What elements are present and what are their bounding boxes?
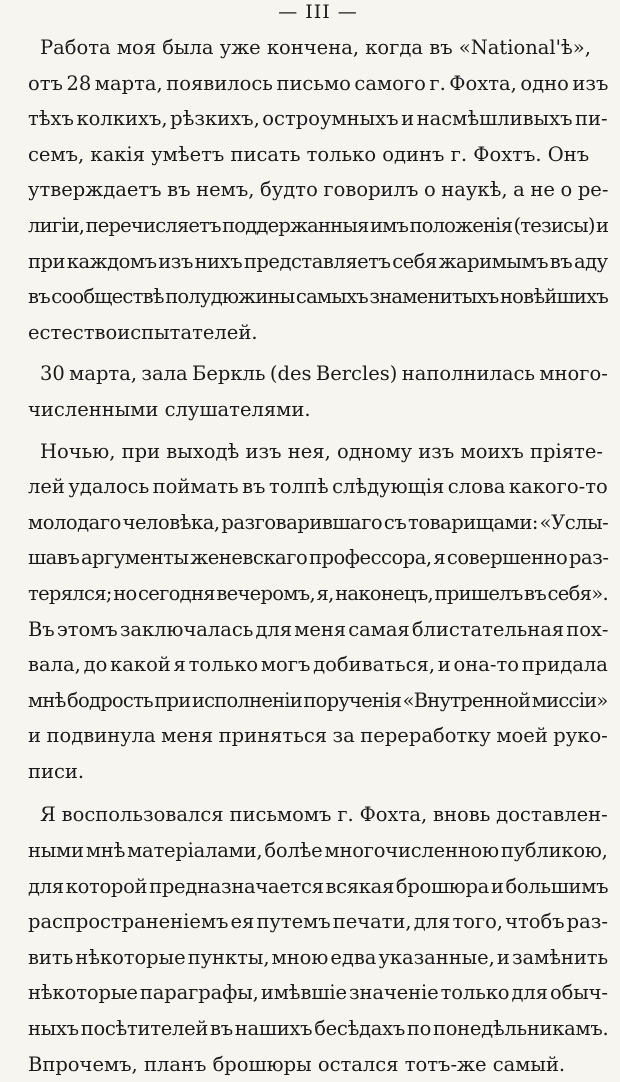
text-line: въ сообществѣ полудюжины самыхъ знаменитыхъ новѣйшихъ: [28, 285, 608, 309]
text-line: лей удалось поймать въ толпѣ слѣдующія слова какого-то: [28, 475, 608, 499]
text-line: терялся; но сегодня вечеромъ, я, наконецъ, пришелъ въ себя».: [28, 581, 608, 605]
text-line: семъ, какія умѣетъ писать только одинъ г. Фохтъ. Онъ: [28, 142, 590, 166]
text-line: при каждомъ изъ нихъ представляетъ себя жаримымъ въ аду: [28, 249, 608, 273]
text-line: вала, до какой я только могъ добиваться, и она-то придала: [28, 653, 608, 677]
text-line: Я воспользовался письмомъ г. Фохта, вновь доставлен-: [40, 803, 608, 827]
text-line: ныхъ посѣтителей въ нашихъ бесѣдахъ по понедѣльникамъ.: [28, 1017, 609, 1041]
text-line: Впрочемъ, планъ брошюры остался тотъ-же самый.: [28, 1052, 566, 1076]
text-line: нѣкоторые параграфы, имѣвшіе значеніе только для обыч-: [28, 981, 608, 1005]
paragraph-1: [28, 30, 608, 350]
text-line: шавъ аргументы женевскаго профессора, я совершенно раз-: [28, 546, 609, 570]
text-line: Ночью, при выходѣ изъ нея, одному изъ моихъ пріяте-: [40, 439, 603, 463]
text-line: Въ этомъ заключалась для меня самая блистательная пох-: [28, 617, 609, 641]
text-line: писи.: [28, 759, 85, 783]
text-line: естествоиспытателей.: [28, 320, 258, 344]
text-line: тѣхъ колкихъ, рѣзкихъ, остроумныхъ и насмѣшливыхъ пи-: [28, 107, 608, 131]
text-line: вить нѣкоторые пункты, мною едва указанные, и замѣнить: [28, 945, 609, 969]
text-line: численными слушателями.: [28, 397, 311, 421]
text-line: отъ 28 марта, появилось письмо самого г. Фохта, одно изъ: [28, 71, 609, 95]
text-line: ными мнѣ матеріалами, болѣе многочисленною публикою,: [28, 839, 608, 863]
paragraph-4: [28, 797, 608, 1082]
text-line: и подвинула меня приняться за переработку моей руко-: [28, 724, 608, 748]
paragraph-2: [28, 356, 608, 427]
text-line: утверждаетъ въ немъ, будто говорилъ о наукѣ, а не о ре-: [28, 178, 609, 202]
text-line: для которой предназначается всякая брошюра и большимъ: [28, 874, 609, 898]
text-line: мнѣ бодрость при исполненіи порученія «Внутренной миссіи»: [28, 688, 608, 712]
text-line: Работа моя была уже кончена, когда въ «National'ѣ»,: [40, 36, 591, 59]
paragraph-3: [28, 434, 608, 790]
text-line: молодаго человѣка, разговарившаго съ товарищами: «Услы-: [28, 510, 609, 534]
text-line: 30 марта, зала Беркль (des Bercles) наполнилась много-: [40, 362, 608, 386]
text-line: распространеніемъ ея путемъ печати, для того, чтобъ раз-: [28, 910, 608, 934]
page-number: — III —: [278, 1, 358, 23]
text-line: лигіи, перечисляетъ поддержанныя имъ положенія (тезисы) и: [28, 213, 609, 237]
